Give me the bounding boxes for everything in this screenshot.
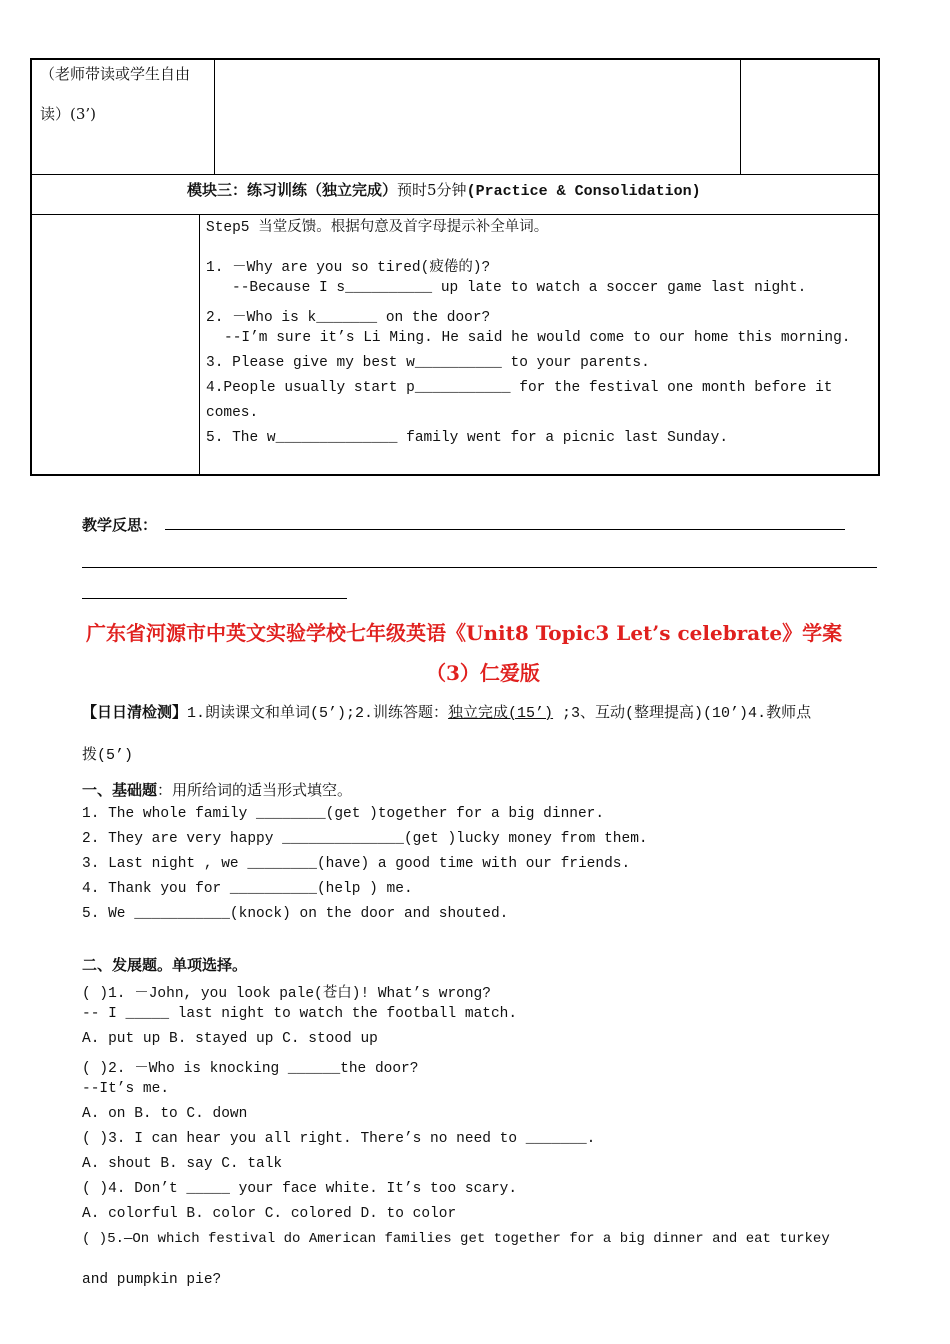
section2-line: ( )4. Don’t _____ your face white. It’s too scary. — [82, 1181, 518, 1197]
module3-title: 模块三：练习训练（独立完成） — [187, 181, 398, 199]
question-2-answer: --I’m sure it’s Li Ming. He said he would come to our home this morning. — [224, 330, 851, 346]
section2-line: ( )2. －Who is knocking ______the door? — [82, 1061, 419, 1077]
daily-check-text-cont: 拨(5’) — [82, 747, 134, 764]
question-5: 5. The w______________ family went for a picnic last Sunday. — [206, 430, 729, 446]
daily-check-text: 1.朗读课文和单词(5’);2.训练答题： — [187, 705, 449, 722]
module3-time: 预时5分钟 — [397, 181, 467, 199]
document-title: 广东省河源市中英文实验学校七年级英语《Unit8 Topic3 Let’s celebrate》学案 — [86, 621, 843, 645]
reflection-label: 教学反思： — [82, 516, 158, 534]
table-divider — [30, 174, 880, 175]
module3-en: (Practice & Consolidation) — [466, 183, 701, 200]
question-1: 1. －Why are you so tired(疲倦的)? — [206, 260, 491, 276]
reflection-line — [82, 567, 877, 568]
reflection-line — [165, 529, 845, 530]
module3-heading — [187, 180, 701, 202]
section2-line: -- I _____ last night to watch the football match. — [82, 1006, 518, 1022]
question-2: 2. －Who is k_______ on the door? — [206, 310, 491, 326]
section2-heading: 二、发展题。单项选择。 — [82, 956, 248, 974]
section2-line: A. put up B. stayed up C. stood up — [82, 1031, 378, 1047]
question-4: 4.People usually start p___________ for the festival one month before it — [206, 380, 833, 396]
section1-item: 1. The whole family ________(get )together for a big dinner. — [82, 806, 605, 822]
section2-line: ( )1. －John, you look pale(苍白)! What’s wrong? — [82, 986, 491, 1002]
section1-item: 5. We ___________(knock) on the door and shouted. — [82, 906, 509, 922]
section1-heading — [82, 779, 352, 800]
question-1-answer: --Because I s__________ up late to watch a soccer game last night. — [232, 280, 807, 296]
daily-check-label: 【日日清检测】 — [82, 703, 188, 721]
table-cell-text: 读）(3’) — [40, 105, 97, 123]
section1-item: 3. Last night , we ________(have) a good time with our friends. — [82, 856, 631, 872]
section2-line: ( )5.—On which festival do American families get together for a big dinner and eat turkey — [82, 1231, 830, 1247]
table-divider — [199, 214, 200, 476]
daily-check-underlined: 独立完成(15’) — [448, 705, 554, 722]
section2-line: A. colorful B. color C. colored D. to color — [82, 1206, 457, 1222]
section1-item: 2. They are very happy ______________(get )lucky money from them. — [82, 831, 648, 847]
section2-line: and pumpkin pie? — [82, 1272, 222, 1288]
daily-check-text: ;3、互动(整理提高)(10’)4.教师点 — [553, 705, 812, 722]
table-divider — [30, 214, 880, 215]
document-title-cont: （3）仁爱版 — [426, 661, 540, 685]
reflection-line — [82, 598, 347, 599]
step5-instruction: Step5 当堂反馈。根据句意及首字母提示补全单词。 — [206, 220, 549, 236]
section2-line: ( )3. I can hear you all right. There’s no need to _______. — [82, 1131, 596, 1147]
section2-line: A. on B. to C. down — [82, 1106, 248, 1122]
section1-heading-text: ：用所给词的适当形式填空。 — [157, 781, 353, 799]
table-divider — [214, 58, 215, 174]
section2-line: --It’s me. — [82, 1081, 170, 1097]
question-3: 3. Please give my best w__________ to your parents. — [206, 355, 650, 371]
section2-line: A. shout B. say C. talk — [82, 1156, 283, 1172]
section1-heading-bold: 一、基础题 — [82, 781, 158, 799]
question-4-cont: comes. — [206, 405, 259, 421]
table-divider — [740, 58, 741, 174]
table-cell-text: （老师带读或学生自由 — [40, 65, 191, 83]
section1-item: 4. Thank you for __________(help ) me. — [82, 881, 413, 897]
daily-check — [82, 702, 811, 724]
